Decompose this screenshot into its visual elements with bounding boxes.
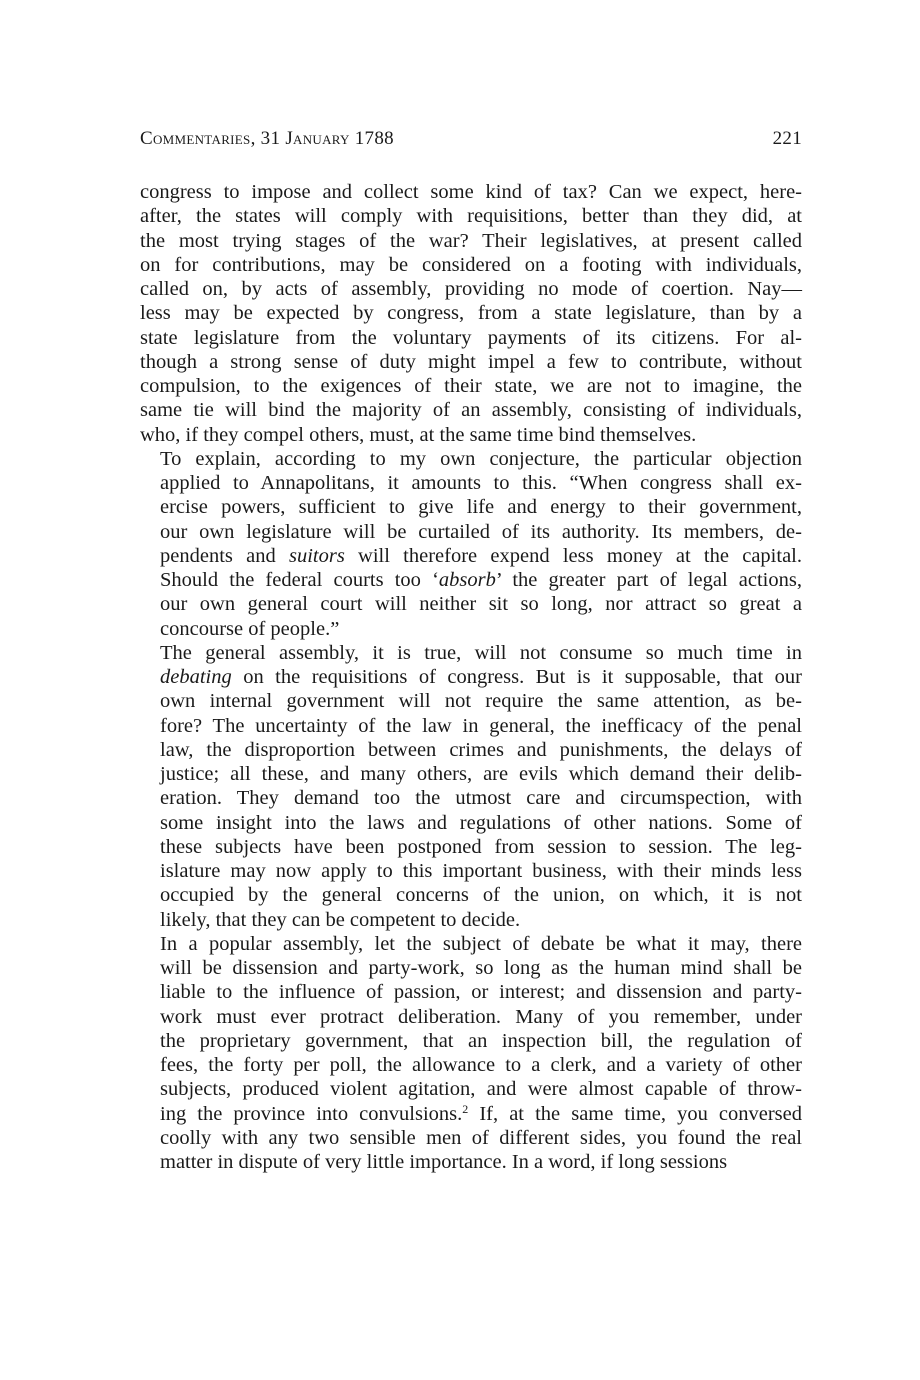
text-line [140,447,802,471]
text-run: will therefore expend less money at the capital. [344,544,802,567]
text-run: same tie will bind the majority of an assembly, consisting of individuals, [140,399,802,422]
text-line [140,641,802,665]
text-run: Should the federal courts too ‘ [160,569,439,591]
text-run: law, the disproportion between crimes and punishments, the delays of [160,738,802,761]
text-run: less may be expected by congress, from a state legislature, than by a [140,302,802,325]
text-run: subjects, produced violent agitation, and were almost capable of throw- [160,1078,802,1101]
text-run: To explain, according to my own conjecture, the particular objection [160,447,802,470]
text-line [140,908,802,932]
italic-text: suitors [288,544,345,567]
running-head [140,128,802,158]
text-run: ’ the greater part of legal actions, [495,569,802,591]
text-line [140,520,802,544]
text-line [140,980,802,1004]
text-line [140,835,802,859]
text-line [140,398,802,422]
text-run: fore? The uncertainty of the law in general, the inefficacy of the penal [160,714,802,737]
paragraph [140,180,802,447]
text-run: likely, that they can be competent to decide. [160,908,521,931]
text-run: on for contributions, may be considered on a footing with individuals, [140,253,802,276]
text-run: these subjects have been postponed from session to session. The leg- [160,835,802,858]
text-run: liable to the influence of passion, or interest; and dissension and party- [160,981,802,1004]
text-line [140,204,802,228]
text-run: ercise powers, sufficient to give life and energy to their government, [160,496,802,519]
text-run: own internal government will not require the same attention, as be- [160,690,802,713]
text-line [140,956,802,980]
text-line [140,568,802,592]
text-line [140,229,802,253]
text-line [140,738,802,762]
text-run: applied to Annapolitans, it amounts to this. “When congress shall ex- [160,472,802,494]
text-line [140,592,802,616]
text-line [140,786,802,810]
text-run: some insight into the laws and regulations of other nations. Some of [160,811,802,834]
italic-text: absorb [438,569,496,591]
text-line [140,180,802,204]
text-line [140,374,802,398]
page-number: 221 [772,128,802,149]
paragraph [140,932,802,1175]
text-line [140,350,802,374]
text-line [140,326,802,350]
paragraph [140,447,802,641]
text-run: justice; all these, and many others, are evils which demand their delib- [160,763,802,785]
paragraph [140,641,802,932]
text-run: concourse of people.” [160,617,340,640]
text-run: eration. They demand too the utmost care and circumspection, with [160,787,802,810]
text-line [140,1077,802,1101]
text-run: our own general court will neither sit so long, nor attract so great a [160,593,802,616]
text-run: coolly with any two sensible men of different sides, you found the real [160,1126,802,1149]
text-line [140,1005,802,1029]
text-line [140,253,802,277]
text-run: who, if they compel others, must, at the same time bind themselves. [140,423,697,446]
text-run: on the requisitions of congress. But is it supposable, that our [231,666,802,688]
text-run: occupied by the general concerns of the union, on which, it is not [160,884,802,907]
text-run: work must ever protract deliberation. Many of you remember, under [160,1005,802,1028]
text-run: though a strong sense of duty might impel a few to contribute, without [140,350,802,373]
text-line [140,1126,802,1150]
text-run: In a popular assembly, let the subject of debate be what it may, there [160,932,802,955]
text-run: the proprietary government, that an inspection bill, the regulation of [160,1029,802,1052]
text-line [140,1150,802,1174]
text-run: compulsion, to the exigences of their state, we are not to imagine, the [140,375,802,397]
body-text [140,180,802,1174]
text-line [140,471,802,495]
text-line [140,762,802,786]
text-line [140,1053,802,1077]
text-run: the most trying stages of the war? Their legislatives, at present called [140,229,802,252]
text-line [140,859,802,883]
text-run: matter in dispute of very little importance. In a word, if long sessions [160,1151,728,1173]
text-run: congress to impose and collect some kind of tax? Can we expect, here- [140,181,802,203]
text-run: islature may now apply to this important business, with their minds less [160,860,802,882]
text-run: will be dissension and party-work, so long as the human mind shall be [160,957,802,979]
text-line [140,1029,802,1053]
text-line [140,665,802,689]
text-line [140,544,802,568]
running-head-title: Commentaries, 31 January 1788 [140,128,394,149]
text-line [140,277,802,301]
document-page [140,128,802,1174]
text-run: called on, by acts of assembly, providing no mode of coertion. Nay— [140,278,802,300]
text-line [140,714,802,738]
text-run: The general assembly, it is true, will not consume so much time in [160,641,802,664]
text-line [140,617,802,641]
footnote-marker: 2 [462,1101,469,1116]
text-run: our own legislature will be curtailed of its authority. Its members, de- [160,520,802,543]
text-line [140,1102,802,1126]
text-run: after, the states will comply with requisitions, better than they did, at [140,205,802,228]
text-line [140,423,802,447]
text-run: fees, the forty per poll, the allowance to a clerk, and a variety of other [160,1054,802,1076]
text-line [140,811,802,835]
text-line [140,495,802,519]
text-run: If, at the same time, you conversed [468,1102,803,1125]
text-run: pendents and [160,544,289,567]
text-line [140,301,802,325]
text-run: ing the province into convulsions. [160,1102,463,1125]
text-line [140,883,802,907]
text-line [140,932,802,956]
text-run: state legislature from the voluntary payments of its citizens. For al- [140,326,802,349]
italic-text: debating [160,666,232,688]
text-line [140,689,802,713]
